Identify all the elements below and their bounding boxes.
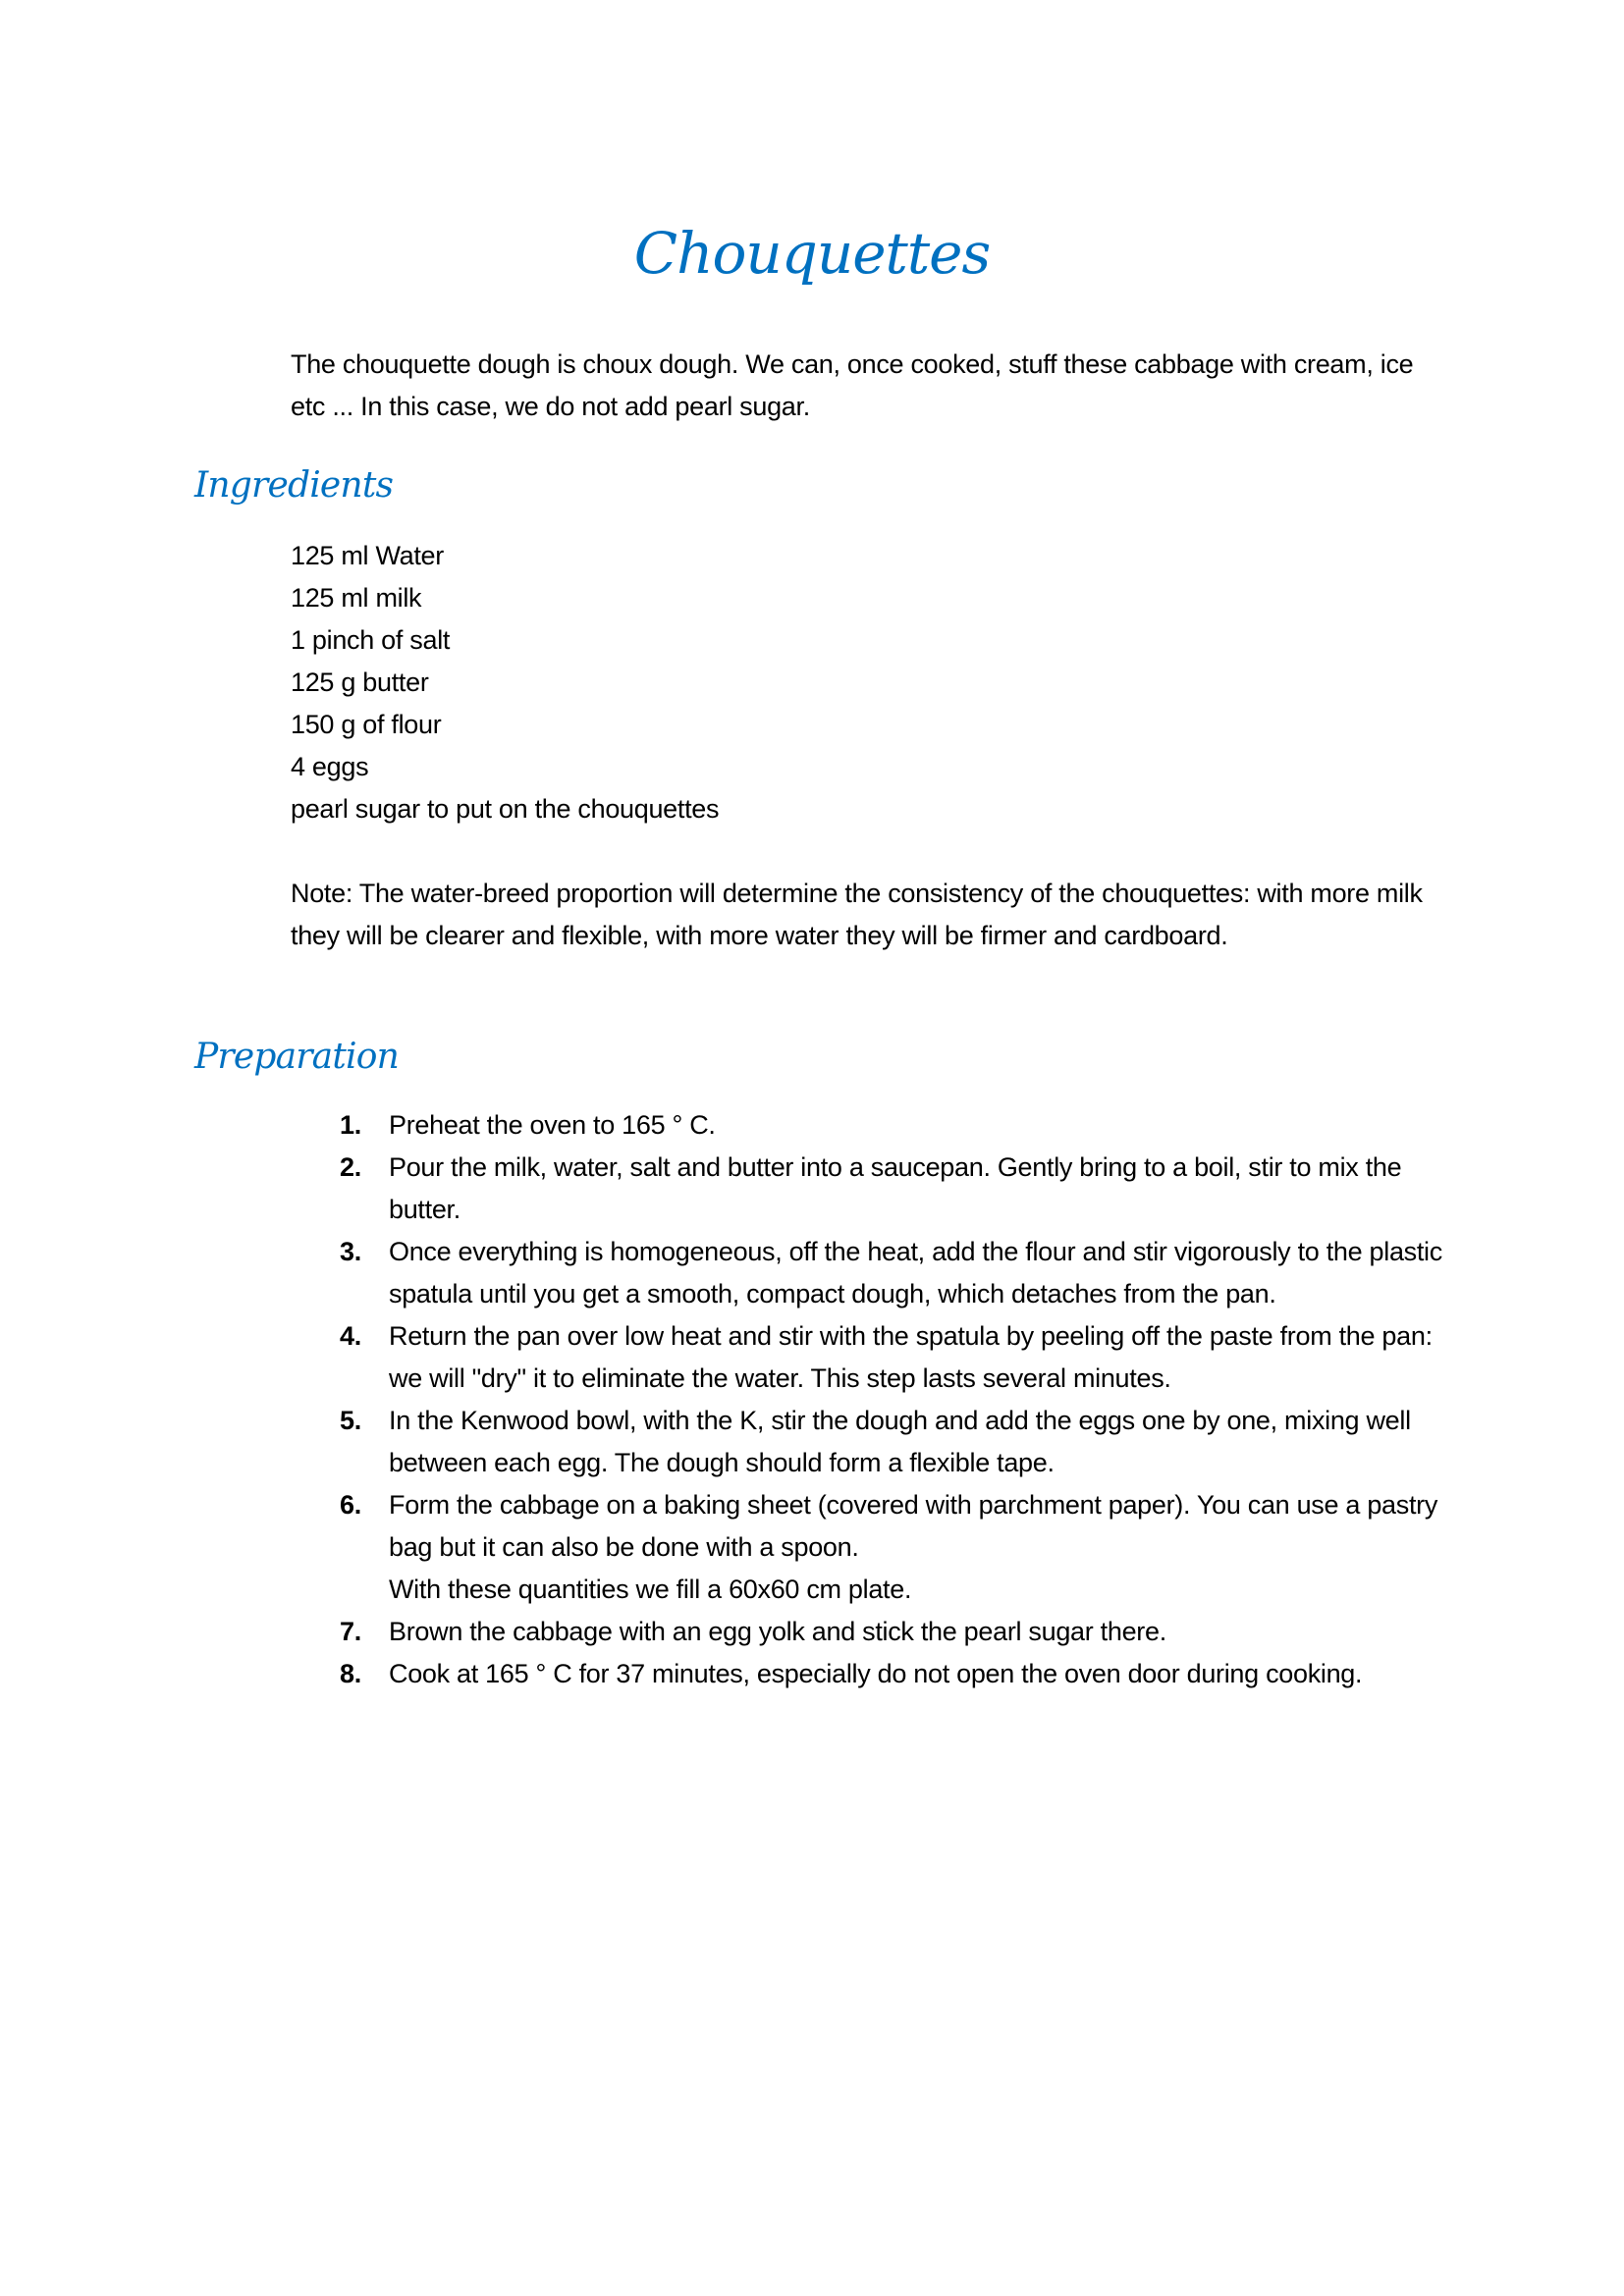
step-main-text: Brown the cabbage with an egg yolk and stick the pearl sugar there. bbox=[389, 1617, 1166, 1646]
step-item bbox=[340, 1231, 1449, 1315]
step-main-text: Preheat the oven to 165 ° C. bbox=[389, 1110, 716, 1140]
step-number: 2. bbox=[340, 1152, 361, 1182]
ingredient-item: 150 g of flour bbox=[291, 710, 442, 739]
step-number: 6. bbox=[340, 1490, 361, 1520]
ingredient-item: 1 pinch of salt bbox=[291, 625, 451, 655]
step-text bbox=[389, 1104, 1449, 1147]
step-item bbox=[340, 1653, 1449, 1695]
step-text bbox=[389, 1315, 1449, 1400]
step-main-text: Pour the milk, water, salt and butter into a saucepan. Gently bring to a boil, stir to mix the butter. bbox=[389, 1152, 1402, 1224]
step-item bbox=[340, 1400, 1449, 1484]
step-number: 3. bbox=[340, 1237, 361, 1266]
step-item bbox=[340, 1611, 1449, 1653]
intro-paragraph: The chouquette dough is choux dough. We can, once cooked, stuff these cabbage with cream, ice etc ... In this case, we do not add pearl sugar. bbox=[291, 349, 1414, 421]
preparation-heading: Preparation bbox=[194, 1037, 399, 1077]
step-item bbox=[340, 1104, 1449, 1147]
ingredient-item: 125 g butter bbox=[291, 667, 429, 697]
step-item bbox=[340, 1484, 1449, 1611]
step-extra-text: With these quantities we fill a 60x60 cm plate. bbox=[389, 1575, 912, 1604]
step-number: 5. bbox=[340, 1406, 361, 1435]
ingredient-item: 125 ml Water bbox=[291, 541, 444, 570]
step-text bbox=[389, 1653, 1449, 1695]
recipe-title: Chouquettes bbox=[633, 220, 991, 287]
step-main-text: In the Kenwood bowl, with the K, stir the dough and add the eggs one by one, mixing well between each egg. The dough should form a flexible tape. bbox=[389, 1406, 1411, 1477]
step-main-text: Return the pan over low heat and stir with the spatula by peeling off the paste from the pan: we will "dry" it to eliminate the water. This step lasts several minutes. bbox=[389, 1321, 1433, 1393]
ingredients-list bbox=[291, 535, 719, 830]
ingredients-note: Note: The water-breed proportion will determine the consistency of the chouquettes: with more milk they will be clearer and flexible, with more water they will be firmer and cardboard. bbox=[291, 879, 1423, 950]
ingredient-item: pearl sugar to put on the chouquettes bbox=[291, 794, 720, 824]
step-main-text: Form the cabbage on a baking sheet (covered with parchment paper). You can use a pastry bag but it can also be done with a spoon. bbox=[389, 1490, 1438, 1562]
step-text bbox=[389, 1484, 1449, 1611]
step-number: 7. bbox=[340, 1617, 361, 1646]
step-item bbox=[340, 1147, 1449, 1231]
step-number: 1. bbox=[340, 1110, 361, 1140]
step-main-text: Once everything is homogeneous, off the heat, add the flour and stir vigorously to the plastic spatula until you get a smooth, compact dough, which detaches from the pan. bbox=[389, 1237, 1442, 1308]
step-text bbox=[389, 1400, 1449, 1484]
step-number: 8. bbox=[340, 1659, 361, 1688]
ingredients-heading: Ingredients bbox=[194, 465, 394, 506]
preparation-steps bbox=[340, 1104, 1449, 1695]
step-text bbox=[389, 1231, 1449, 1315]
step-text bbox=[389, 1147, 1449, 1231]
step-number: 4. bbox=[340, 1321, 361, 1351]
ingredient-item: 125 ml milk bbox=[291, 583, 422, 613]
ingredient-item: 4 eggs bbox=[291, 752, 369, 781]
step-text bbox=[389, 1611, 1449, 1653]
step-item bbox=[340, 1315, 1449, 1400]
step-main-text: Cook at 165 ° C for 37 minutes, especially do not open the oven door during cooking. bbox=[389, 1659, 1363, 1688]
